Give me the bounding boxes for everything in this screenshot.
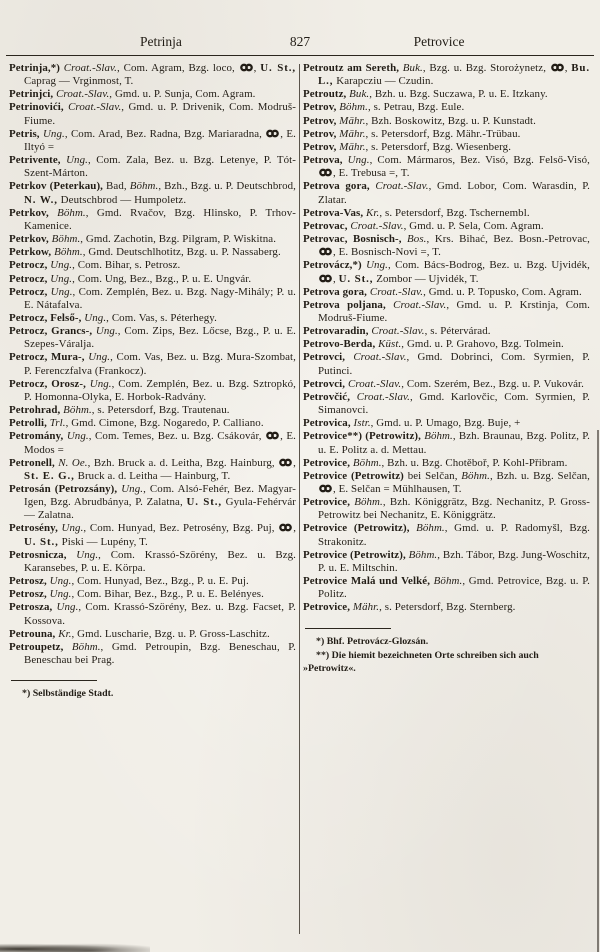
entry-text: Petrinjci, bbox=[9, 88, 57, 101]
entry-text: Petrinovići, bbox=[9, 101, 69, 114]
gazetteer-entry bbox=[9, 259, 296, 272]
gazetteer-entry bbox=[9, 588, 296, 601]
entry-text: Böhm. bbox=[129, 180, 159, 193]
gazetteer-entry bbox=[303, 325, 590, 338]
entry-text: , Gmd. u. P. Sunja, Com. Agram. bbox=[109, 88, 256, 101]
entry-text: Petrovci, bbox=[303, 377, 348, 390]
entry-text: Petromány, bbox=[9, 430, 67, 443]
gazetteer-entry bbox=[303, 457, 590, 470]
gazetteer-entry bbox=[9, 273, 296, 286]
entry-text: , Com. Zemplén, Bez. u. Bzg. Nagy-Mihály; P. u. E. Nátafalva. bbox=[24, 285, 296, 311]
posthorn-icon bbox=[319, 484, 332, 493]
page-number: 827 bbox=[289, 34, 311, 49]
scan-smudge-artifact bbox=[0, 942, 150, 952]
entry-text: Böhm. bbox=[352, 456, 382, 469]
entry-text: Petrolli, bbox=[9, 417, 50, 430]
entry-text: Buk. bbox=[402, 62, 423, 74]
text-columns bbox=[0, 56, 600, 940]
gazetteer-entry bbox=[9, 417, 296, 430]
gazetteer-entry bbox=[9, 378, 296, 404]
entry-text: , Gmd. Rvačov, Bzg. Hlinsko, P. Trhov-Kamenice. bbox=[24, 206, 297, 232]
entry-text: Böhm. bbox=[51, 233, 81, 246]
entry-text: Ung. bbox=[42, 127, 65, 140]
entry-text: Croat.-Slav. bbox=[371, 325, 425, 338]
gazetteer-entry bbox=[303, 522, 590, 548]
entry-text: Deutschbrod — Humpoletz. bbox=[57, 193, 187, 206]
entry-text: , bbox=[253, 62, 261, 74]
entry-text: Petrov, bbox=[303, 114, 340, 127]
entry-text: Petrivente, bbox=[9, 154, 67, 167]
scan-edge-artifact bbox=[597, 430, 600, 952]
entry-text: U. St., bbox=[338, 272, 374, 285]
gazetteer-entry bbox=[9, 457, 296, 483]
entry-text: St. E. G., bbox=[24, 469, 75, 482]
entry-text: Böhm. bbox=[54, 246, 83, 259]
header-right-keyword: Petrovice bbox=[413, 34, 465, 49]
gazetteer-entry bbox=[9, 575, 296, 588]
entry-text: Ung. bbox=[366, 259, 388, 272]
entry-text: , Bzh. Königgrätz, Bzg. Nechanitz, P. Gross-Petrowitz bei Nechanitz, E. Königgrätz. bbox=[318, 496, 590, 522]
gazetteer-entry bbox=[303, 549, 590, 575]
entry-text: Petrkov, bbox=[9, 206, 58, 219]
entry-text: Bos. bbox=[407, 233, 427, 246]
entry-text: , Com. Vas, Bez. u. Bzg. Mura-Szombat, P. Ferenczfalva (Frankocz). bbox=[24, 351, 296, 377]
footnote: *) Bhf. Petrovácz-Glozsán. bbox=[316, 635, 429, 647]
entry-text: Bruck a. d. Leitha — Hainburg, T. bbox=[74, 469, 231, 482]
entry-text: Petrovice, bbox=[303, 456, 353, 469]
entry-text: Petrosz, bbox=[9, 575, 50, 588]
entry-text: , s. Petersdorf, Bzg. Sternberg. bbox=[379, 601, 516, 614]
entry-text: U. St., bbox=[186, 496, 222, 509]
gazetteer-entry bbox=[9, 286, 296, 312]
gazetteer-entry bbox=[9, 549, 296, 575]
entry-text: Ung. bbox=[50, 285, 73, 298]
gazetteer-entry bbox=[9, 404, 296, 417]
entry-text: Petrocz, bbox=[9, 259, 51, 272]
entry-text: , bbox=[293, 456, 296, 469]
entry-text: , s. Petersdorf, Bzg. Wiesenberg. bbox=[365, 140, 512, 153]
entry-text: Petrocz, Grancs-, bbox=[9, 325, 96, 338]
entry-text: Ung. bbox=[121, 483, 144, 495]
entry-text: , bbox=[564, 62, 572, 74]
entry-text: Petrova-Vas, bbox=[303, 206, 367, 219]
entry-text: , s. Pétervárad. bbox=[424, 325, 491, 338]
entry-text: Ung. bbox=[56, 601, 79, 614]
gazetteer-entry bbox=[303, 470, 590, 496]
entry-text: Petrosza, bbox=[9, 601, 57, 614]
entry-text: N. Oe. bbox=[58, 456, 88, 469]
entry-text: , Bzh. u. Bzg. Selčan, bbox=[489, 469, 591, 482]
entry-text: Böhm. bbox=[71, 640, 101, 653]
entry-text: , Gmd. Dobrinci, Com. Syrmien, P. Putinci. bbox=[318, 351, 590, 377]
entry-text: Karapcziu — Czudin. bbox=[333, 75, 434, 88]
gazetteer-entry bbox=[303, 338, 590, 351]
entry-text: , Gmd. u. P. Sela, Com. Agram. bbox=[403, 219, 544, 232]
entry-text: Croat.-Slav. bbox=[56, 88, 110, 101]
entry-text: Ung. bbox=[50, 272, 73, 285]
posthorn-icon bbox=[266, 431, 279, 440]
entry-text: Petrohrad, bbox=[9, 404, 64, 417]
entry-text: , Bzh. Boskowitz, Bzg. u. P. Kunstadt. bbox=[365, 114, 537, 127]
entry-text: Petrovice**) (Petrowitz), bbox=[303, 430, 425, 443]
entry-text: , s. Petrau, Bzg. Eule. bbox=[367, 101, 465, 114]
entry-text: Petronell, bbox=[9, 456, 59, 469]
gazetteer-entry bbox=[9, 325, 296, 351]
gazetteer-entry bbox=[303, 101, 590, 114]
entry-text: , E. Modos = bbox=[24, 430, 296, 456]
entry-text: Ung. bbox=[84, 311, 107, 324]
entry-text: Petrosz, bbox=[9, 588, 50, 601]
entry-text: , Gmd. u. P. Krstinja, Com. Modruš-Fiume. bbox=[318, 298, 590, 324]
entry-text: Petrovac, Bosnisch-, bbox=[303, 233, 408, 246]
entry-text: Buk. bbox=[349, 88, 370, 101]
entry-text: , Bzh. Tábor, Bzg. Jung-Woschitz, P. u. E. Miltschin. bbox=[318, 548, 591, 574]
gazetteer-entry bbox=[303, 299, 590, 325]
entry-text: Petrovčić, bbox=[303, 390, 357, 403]
entry-text: N. W., bbox=[24, 193, 58, 206]
gazetteer-entry bbox=[9, 62, 296, 88]
entry-text: Petrinja,*) bbox=[9, 62, 64, 74]
entry-text: , E. Iltyó = bbox=[24, 127, 296, 153]
entry-text: Ung. bbox=[89, 377, 112, 390]
gazetteer-entry bbox=[9, 628, 296, 641]
entry-text: , Gmd. u. P. Umago, Bzg. Buje, + bbox=[370, 417, 521, 430]
entry-text: Ung. bbox=[50, 259, 73, 272]
footnote: *) Selbständige Stadt. bbox=[22, 688, 114, 700]
entry-text: Petrova, bbox=[303, 154, 348, 167]
entry-text: , Gmd. u. P. Drivenik, Com. Modruš-Fiume. bbox=[24, 101, 296, 127]
entry-text: , Gmd. Deutschlhotitz, Bzg. u. P. Nassaberg. bbox=[82, 246, 281, 259]
gazetteer-entry bbox=[303, 575, 590, 601]
entry-text: Petroutz, bbox=[303, 88, 350, 101]
gazetteer-entry bbox=[303, 141, 590, 154]
footnote-rule-right bbox=[305, 628, 391, 629]
entry-text: Petris, bbox=[9, 127, 43, 140]
entry-text: Croat.-Slav. bbox=[63, 62, 118, 74]
entry-text: Trl. bbox=[49, 417, 66, 430]
gazetteer-entry bbox=[303, 220, 590, 233]
entry-text: Kr. bbox=[366, 206, 380, 219]
entry-text: U. St., bbox=[24, 535, 59, 548]
gazetteer-entry bbox=[9, 351, 296, 377]
entry-text: Mähr. bbox=[339, 140, 366, 153]
gazetteer-entry bbox=[9, 312, 296, 325]
column-right bbox=[303, 62, 590, 940]
column-left-footnotes bbox=[9, 688, 296, 701]
entry-text: , Gmd. Petroupin, Bzg. Beneschau, P. Beneschau bei Prag. bbox=[24, 640, 297, 667]
entry-text: Ung. bbox=[88, 351, 111, 364]
entry-text: , bbox=[333, 272, 339, 285]
gazetteer-entry bbox=[303, 115, 590, 128]
entry-text: Petrkov, bbox=[9, 233, 52, 246]
entry-text: , Gmd. Zachotin, Bzg. Pilgram, P. Wiskitna. bbox=[80, 233, 277, 246]
page-header bbox=[0, 0, 600, 50]
entry-text: Petrovice, bbox=[303, 601, 353, 614]
entry-text: Petrkow, bbox=[9, 246, 55, 259]
gazetteer-entry bbox=[303, 378, 590, 391]
entry-text: , Bzh. u. Bzg. Suczawa, P. u. E. Itzkany. bbox=[369, 88, 548, 101]
entry-text: Mähr. bbox=[339, 127, 366, 140]
entry-text: Petrova poljana, bbox=[303, 298, 394, 311]
gazetteer-entry bbox=[303, 286, 590, 299]
entry-text: , Com. Mármaros, Bez. Visó, Bzg. Felső-Visó, bbox=[369, 154, 591, 167]
entry-text: , Com. Bács-Bodrog, Bez. u. Bzg. Ujvidék, bbox=[387, 259, 590, 272]
entry-text: Petroupetz, bbox=[9, 640, 72, 653]
header-left-keyword: Petrinja bbox=[139, 34, 182, 49]
entry-text: , s. Petersdorf, Bzg. Trautenau. bbox=[91, 404, 230, 417]
entry-text: Ung. bbox=[61, 522, 84, 535]
gazetteer-entry bbox=[9, 180, 296, 206]
entry-text: Petrovice, bbox=[303, 496, 355, 509]
entry-text: Petrovaradin, bbox=[303, 325, 372, 338]
gazetteer-entry bbox=[303, 351, 590, 377]
entry-text: , Gmd. Lobor, Com. Warasdin, P. Zlatar. bbox=[318, 180, 590, 206]
entry-text: Petrovica, bbox=[303, 417, 354, 430]
gazetteer-entry bbox=[303, 259, 590, 285]
gazetteer-entry bbox=[303, 154, 590, 180]
entry-text: Böhm. bbox=[424, 430, 453, 443]
gazetteer-entry bbox=[9, 483, 296, 522]
entry-text: Ung. bbox=[66, 430, 89, 443]
entry-text: Mähr. bbox=[339, 114, 366, 127]
entry-text: Böhm. bbox=[63, 404, 92, 417]
entry-text: Croat.-Slav. bbox=[68, 101, 122, 114]
gazetteer-entry bbox=[303, 233, 590, 259]
gazetteer-entry bbox=[9, 88, 296, 101]
entry-text: Croat.-Slav. bbox=[350, 219, 404, 232]
entry-text: Böhm. bbox=[339, 101, 368, 114]
entry-text: , Com. Ung, Bez., Bzg., P. u. E. Ungvár. bbox=[72, 272, 252, 285]
entry-text: , Bzh. Bruck a. d. Leitha, Bzg. Hainburg, bbox=[87, 456, 279, 469]
entry-text: Küst. bbox=[378, 338, 402, 351]
entry-text: , Gmd. u. P. Grahovo, Bzg. Tolmein. bbox=[401, 338, 564, 351]
posthorn-icon bbox=[266, 129, 279, 138]
gazetteer-entry bbox=[303, 88, 590, 101]
posthorn-icon bbox=[240, 63, 253, 72]
gazetteer-entry bbox=[303, 207, 590, 220]
entry-text: Kr. bbox=[58, 627, 72, 640]
entry-text: Petrovice Malá und Velké, bbox=[303, 575, 434, 588]
entry-text: Böhm. bbox=[461, 469, 490, 482]
posthorn-icon bbox=[279, 458, 292, 467]
entry-text: , Bzh., Bzg. u. P. Deutschbrod, bbox=[158, 180, 296, 193]
entry-text: Petrosény, bbox=[9, 522, 62, 535]
footnote: **) Die hiemit bezeichneten Orte schreiben sich auch »Petrowitz«. bbox=[303, 650, 539, 674]
entry-text: , Bzg. u. Bzg. Storożynetz, bbox=[422, 62, 550, 74]
gazetteer-entry bbox=[9, 601, 296, 627]
posthorn-icon bbox=[551, 63, 564, 72]
entry-text: Ung. bbox=[347, 154, 370, 167]
entry-text: , Gmd. Petrovice, Bzg. u. P. Politz. bbox=[318, 575, 590, 601]
entry-text: bei Selčan, bbox=[407, 469, 462, 482]
entry-text: Petrovice (Petrowitz) bbox=[303, 469, 408, 482]
entry-text: Piski — Lupény, T. bbox=[58, 535, 148, 548]
entry-text: Petrov, bbox=[303, 127, 340, 140]
entry-text: Zombor — Ujvidék, T. bbox=[373, 272, 479, 285]
gazetteer-entry bbox=[303, 128, 590, 141]
entry-text: Croat.-Slav. bbox=[375, 180, 429, 193]
entry-text: Petrov, bbox=[303, 101, 340, 114]
gazetteer-entry bbox=[9, 522, 296, 548]
entry-text: , Com. Krassó-Szörény, Bez. u. Bzg. Karansebes, P. u. E. Körpa. bbox=[24, 548, 296, 574]
posthorn-icon bbox=[319, 274, 332, 283]
entry-text: Ung. bbox=[49, 575, 72, 588]
entry-text: Ung. bbox=[66, 154, 88, 167]
entry-text: , Com. Szerém, Bez., Bzg. u. P. Vukovár. bbox=[401, 377, 585, 390]
gazetteer-entry bbox=[9, 101, 296, 127]
entry-text: Petrocz, Felső-, bbox=[9, 311, 85, 324]
gazetteer-entry bbox=[9, 207, 296, 233]
entry-text: Mähr. bbox=[352, 601, 380, 614]
entry-text: , Gmd. u. P. Topusko, Com. Agram. bbox=[423, 285, 582, 298]
column-left-entries bbox=[9, 62, 296, 667]
entry-text: Petrosán (Petrozsány), bbox=[9, 483, 122, 495]
entry-text: , Com. Alsó-Fehér, Bez. Magyar-Igen, Bzg. Abrudbánya, P. Zalatna, bbox=[24, 483, 297, 509]
entry-text: Böhm. bbox=[433, 575, 463, 588]
entry-text: , Com. Agram, Bzg. loco, bbox=[117, 62, 239, 74]
entry-text: Ung. bbox=[95, 325, 118, 338]
entry-text: Croat.-Slav. bbox=[356, 390, 410, 403]
column-right-entries bbox=[303, 62, 590, 615]
footnote-rule-left bbox=[11, 680, 97, 681]
gazetteer-entry bbox=[303, 417, 590, 430]
entry-text: , Com. Bihar, Bez., Bzg., P. u. E. Belényes. bbox=[71, 588, 264, 601]
posthorn-icon bbox=[279, 523, 292, 532]
gazetteer-entry bbox=[303, 430, 590, 456]
entry-text: , Gmd. Luscharie, Bzg. u. P. Gross-Laschitz. bbox=[71, 627, 270, 640]
posthorn-icon bbox=[319, 247, 332, 256]
entry-text: Petrova gora, bbox=[303, 180, 376, 193]
entry-text: , Com. Krassó-Szörény, Bez. u. Bzg. Facset, P. Kossova. bbox=[24, 601, 296, 627]
entry-text: Croat.-Slav. bbox=[353, 351, 407, 364]
entry-text: Petrovice (Petrowitz), bbox=[303, 548, 409, 561]
entry-text: U. St., bbox=[260, 62, 296, 74]
gazetteer-entry bbox=[9, 246, 296, 259]
gazetteer-entry bbox=[9, 154, 296, 180]
entry-text: Petrovac, bbox=[303, 219, 351, 232]
entry-text: Petrouna, bbox=[9, 627, 59, 640]
entry-text: Petrocz, bbox=[9, 285, 51, 298]
entry-text: , E. Bosnisch-Novi =, T. bbox=[333, 246, 441, 259]
gazetteer-entry bbox=[9, 128, 296, 154]
entry-text: Croat.-Slav. bbox=[393, 298, 447, 311]
gazetteer-entry bbox=[9, 233, 296, 246]
entry-text: Petrkov (Peterkau), bbox=[9, 180, 107, 193]
entry-text: , Krs. Bihać, Bez. Bosn.-Petrovac, bbox=[426, 233, 591, 246]
entry-text: Petrov, bbox=[303, 140, 340, 153]
entry-text: Petrova gora, bbox=[303, 285, 370, 298]
entry-text: Petroutz am Sereth, bbox=[303, 62, 403, 74]
entry-text: , E. Trebusa =, T. bbox=[333, 167, 410, 180]
entry-text: , Gmd. u. P. Radomyšl, Bzg. Strakonitz. bbox=[318, 522, 590, 548]
entry-text: Böhm. bbox=[57, 206, 86, 219]
entry-text: , Bzh. Braunau, Bzg. Politz, P. u. E. Politz a. d. Mettau. bbox=[318, 430, 591, 456]
gazetteer-entry bbox=[303, 180, 590, 206]
column-left bbox=[9, 62, 296, 940]
entry-text: , Com. Bihar, s. Petrosz. bbox=[72, 259, 181, 272]
entry-text: Petrocz, Orosz-, bbox=[9, 377, 90, 390]
entry-text: , Com. Temes, Bez. u. Bzg. Csákovár, bbox=[88, 430, 266, 443]
entry-text: Ung. bbox=[49, 588, 72, 601]
gazetteer-entry bbox=[9, 430, 296, 456]
entry-text: , Com. Zips, Bez. Lőcse, Bzg., P. u. E. Szepes-Váralja. bbox=[24, 325, 297, 351]
entry-text: , Gmd. Cimone, Bzg. Nogaredo, P. Calliano. bbox=[65, 417, 264, 430]
entry-text: , Com. Arad, Bez. Radna, Bzg. Mariaradna, bbox=[64, 127, 266, 140]
gazetteer-entry bbox=[303, 62, 590, 88]
entry-text: Petrocz, bbox=[9, 272, 51, 285]
column-right-footnotes bbox=[303, 636, 590, 676]
entry-text: Petrovice (Petrowitz), bbox=[303, 522, 417, 535]
entry-text: , Gmd. Karlovčic, Com. Syrmien, P. Simanovci. bbox=[318, 390, 590, 417]
entry-text: Istr. bbox=[353, 417, 371, 430]
entry-text: Petrovo-Berda, bbox=[303, 338, 379, 351]
gazetteer-entry bbox=[303, 496, 590, 522]
entry-text: Gyula-Fehérvár — Zalatna. bbox=[24, 496, 296, 522]
entry-text: Bu. L., bbox=[318, 62, 590, 88]
entry-text: Caprag — Vrginmost, T. bbox=[24, 75, 134, 88]
entry-text: Croat.-Slav. bbox=[347, 377, 402, 390]
entry-text: , Com. Vas, s. Péterhegy. bbox=[106, 311, 217, 324]
entry-text: Bad, bbox=[106, 180, 130, 193]
entry-text: , Com. Zala, Bez. u. Bzg. Letenye, P. Tót-Szent-Márton. bbox=[24, 154, 296, 180]
entry-text: , Com. Zemplén, Bez. u. Bzg. Sztropkó, P. Homonna-Olyka, E. Horbok-Radvány. bbox=[24, 377, 296, 403]
gazetteer-entry bbox=[303, 601, 590, 614]
entry-text: Petrocz, Mura-, bbox=[9, 351, 89, 364]
entry-text: Ung. bbox=[76, 548, 99, 561]
entry-text: Petrovácz,*) bbox=[303, 259, 367, 272]
entry-text: Böhm. bbox=[416, 522, 445, 535]
gazetteer-entry bbox=[303, 391, 590, 417]
entry-text: , s. Petersdorf, Bzg. Tschernembl. bbox=[379, 206, 530, 219]
entry-text: , E. Selčan = Mühlhausen, T. bbox=[333, 483, 462, 495]
column-divider-rule bbox=[299, 64, 300, 934]
posthorn-icon bbox=[319, 168, 332, 177]
entry-text: , Com. Hunyad, Bez. Petrosény, Bzg. Puj, bbox=[83, 522, 279, 535]
entry-text: , s. Petersdorf, Bzg. Mähr.-Trübau. bbox=[365, 127, 521, 140]
entry-text: , Bzh. u. Bzg. Chotěboř, P. Kohl-Přibram. bbox=[381, 456, 568, 469]
gazetteer-entry bbox=[9, 641, 296, 667]
entry-text: , Com. Hunyad, Bez., Bzg., P. u. E. Puj. bbox=[71, 575, 249, 588]
entry-text: Croat.-Slav. bbox=[369, 285, 424, 298]
entry-text: , bbox=[293, 522, 297, 535]
entry-text: Böhm. bbox=[408, 548, 438, 561]
entry-text: Petrovci, bbox=[303, 351, 354, 364]
entry-text: Böhm. bbox=[354, 496, 383, 509]
entry-text: Petrosnicza, bbox=[9, 548, 77, 561]
